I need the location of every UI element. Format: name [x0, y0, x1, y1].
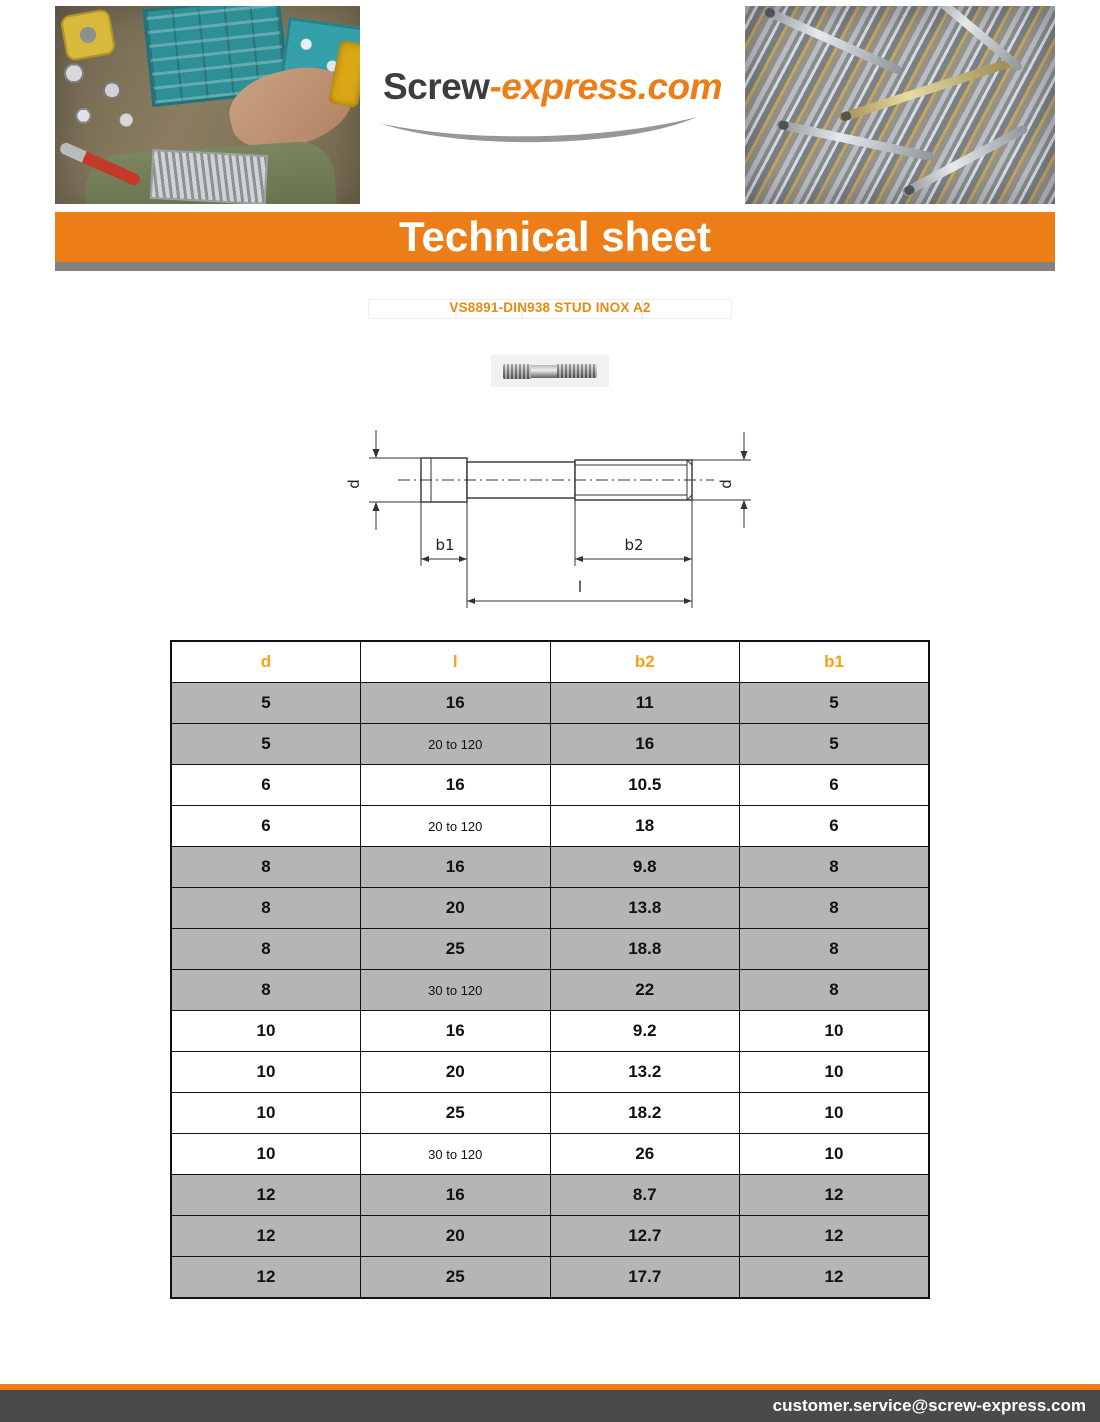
logo-text-screw: Screw — [382, 65, 490, 107]
table-cell: 16 — [361, 1011, 551, 1052]
table-cell: 12 — [740, 1216, 930, 1257]
table-cell: 12 — [171, 1175, 361, 1216]
table-cell: 12 — [171, 1257, 361, 1299]
table-row — [171, 1175, 929, 1216]
table-cell: 5 — [740, 724, 930, 765]
table-cell: 16 — [361, 765, 551, 806]
table-cell: 10 — [171, 1134, 361, 1175]
table-cell: 12 — [740, 1257, 930, 1299]
table-row — [171, 847, 929, 888]
dim-label-l: l — [577, 578, 583, 596]
photo-decor — [926, 6, 1024, 73]
product-title: VS8891-DIN938 STUD INOX A2 — [449, 300, 651, 315]
table-cell: 30 to 120 — [361, 1134, 551, 1175]
table-cell: 25 — [361, 1093, 551, 1134]
table-cell: 13.2 — [550, 1052, 740, 1093]
dim-label-b2: b2 — [624, 536, 644, 554]
stud-thread-left — [503, 364, 531, 379]
table-cell: 5 — [171, 683, 361, 724]
table-cell: 25 — [361, 1257, 551, 1299]
table-cell: 5 — [171, 724, 361, 765]
table-row — [171, 1257, 929, 1299]
table-cell: 26 — [550, 1134, 740, 1175]
table-cell: 22 — [550, 970, 740, 1011]
table-cell: 12 — [171, 1216, 361, 1257]
table-cell: 5 — [740, 683, 930, 724]
workbench-photo — [55, 6, 360, 204]
table-row — [171, 724, 929, 765]
table-row — [171, 683, 929, 724]
table-row — [171, 888, 929, 929]
table-cell: 10 — [171, 1052, 361, 1093]
table-cell: 16 — [361, 683, 551, 724]
stud-product-photo — [491, 355, 609, 387]
table-cell: 20 — [361, 1052, 551, 1093]
table-cell: 13.8 — [550, 888, 740, 929]
logo — [360, 6, 745, 204]
table-cell: 20 — [361, 1216, 551, 1257]
table-row — [171, 970, 929, 1011]
table-cell: 10 — [740, 1093, 930, 1134]
banner-shadow-strip — [55, 262, 1055, 271]
photo-decor — [762, 6, 903, 75]
table-cell: 8 — [740, 888, 930, 929]
screws-photo — [745, 6, 1055, 204]
dim-label-b1: b1 — [435, 536, 455, 554]
photo-decor — [776, 119, 934, 161]
table-row — [171, 1093, 929, 1134]
table-cell: 12 — [740, 1175, 930, 1216]
table-cell: 6 — [740, 806, 930, 847]
column-header-b1: b1 — [740, 641, 930, 683]
table-row — [171, 806, 929, 847]
table-cell: 17.7 — [550, 1257, 740, 1299]
table-row — [171, 765, 929, 806]
photo-decor — [838, 58, 1012, 122]
table-cell: 20 to 120 — [361, 724, 551, 765]
footer-email: customer.service@screw-express.com — [772, 1396, 1086, 1415]
table-cell: 8 — [740, 929, 930, 970]
logo-text-express: -express.com — [489, 65, 723, 107]
table-header-row — [171, 641, 929, 683]
column-header-l: l — [361, 641, 551, 683]
table-cell: 9.2 — [550, 1011, 740, 1052]
table-cell: 8 — [171, 970, 361, 1011]
table-cell: 20 — [361, 888, 551, 929]
table-cell: 8 — [171, 888, 361, 929]
photo-decor — [59, 8, 116, 62]
table-cell: 10 — [740, 1052, 930, 1093]
table-cell: 8 — [740, 847, 930, 888]
table-cell: 10 — [740, 1011, 930, 1052]
table-cell: 16 — [550, 724, 740, 765]
table-cell: 6 — [171, 806, 361, 847]
column-header-d: d — [171, 641, 361, 683]
table-row — [171, 1216, 929, 1257]
photo-decor — [55, 52, 150, 137]
column-header-b2: b2 — [550, 641, 740, 683]
table-cell: 8 — [171, 847, 361, 888]
technical-drawing — [330, 418, 770, 630]
table-cell: 6 — [740, 765, 930, 806]
table-cell: 18.8 — [550, 929, 740, 970]
dimension-table — [170, 640, 930, 1299]
dim-label-d-left: d — [345, 479, 363, 489]
footer-bar — [0, 1390, 1100, 1422]
table-cell: 8 — [171, 929, 361, 970]
table-cell: 8 — [740, 970, 930, 1011]
stud-shank — [531, 365, 557, 378]
table-cell: 25 — [361, 929, 551, 970]
table-cell: 18 — [550, 806, 740, 847]
table-cell: 18.2 — [550, 1093, 740, 1134]
dim-label-d-right: d — [717, 479, 735, 489]
table-row — [171, 1011, 929, 1052]
photo-decor — [150, 149, 268, 204]
table-row — [171, 1052, 929, 1093]
logo-swoosh-icon — [373, 113, 703, 143]
banner-title: Technical sheet — [398, 213, 711, 260]
table-cell: 30 to 120 — [361, 970, 551, 1011]
table-cell: 20 to 120 — [361, 806, 551, 847]
table-cell: 12.7 — [550, 1216, 740, 1257]
table-row — [171, 929, 929, 970]
photo-decor — [901, 124, 1029, 198]
technical-sheet-banner — [55, 212, 1055, 262]
table-cell: 10 — [740, 1134, 930, 1175]
logo-text — [383, 67, 722, 108]
table-cell: 9.8 — [550, 847, 740, 888]
table-cell: 8.7 — [550, 1175, 740, 1216]
header — [55, 6, 1055, 206]
stud-thread-right — [557, 364, 597, 378]
table-cell: 10.5 — [550, 765, 740, 806]
table-row — [171, 1134, 929, 1175]
drawing-right-thread — [575, 460, 692, 500]
table-cell: 10 — [171, 1011, 361, 1052]
table-cell: 6 — [171, 765, 361, 806]
table-cell: 10 — [171, 1093, 361, 1134]
table-cell: 11 — [550, 683, 740, 724]
table-cell: 16 — [361, 847, 551, 888]
table-cell: 16 — [361, 1175, 551, 1216]
